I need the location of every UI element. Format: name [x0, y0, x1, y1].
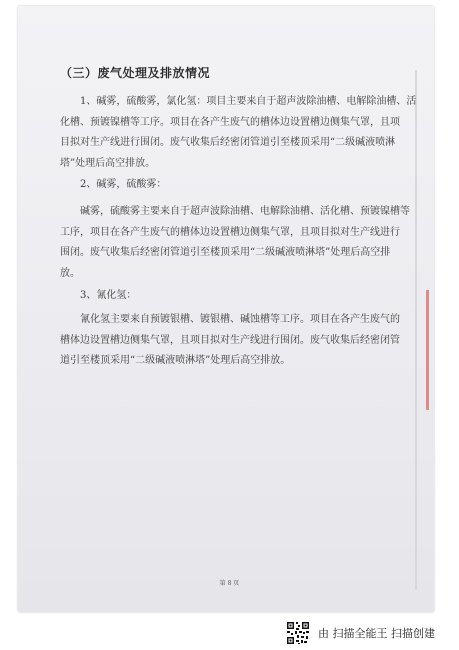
page-number: 第 8 页 — [219, 580, 240, 587]
paragraph-line: 槽体边设置槽边侧集气罩，且项目拟对生产线进行围闭。废气收集后经密闭管 — [60, 334, 400, 346]
paragraph-line: 碱雾，硫酸雾主要来自于超声波除油槽、电解除油槽、活化槽、预镀镍槽等 — [80, 206, 410, 217]
paragraph-line: 氰化氢主要来自预镀银槽、镀银槽、碱蚀槽等工序。项目在各产生废气的 — [80, 314, 400, 325]
qr-code-icon — [286, 621, 310, 645]
section-2-title: 2、碱雾，硫酸雾： — [80, 179, 167, 190]
paragraph-line: 道引至楼顶采用“二级碱液喷淋塔”处理后高空排放。 — [60, 355, 291, 366]
section-3-paragraph — [60, 310, 410, 372]
paragraph-line: 1、碱雾，硫酸雾，氯化氢：项目主要来自于超声波除油槽、电解除油槽、活 — [80, 96, 417, 107]
section-3-title: 3、氰化氢： — [80, 290, 137, 301]
paragraph-line: 工序，项目在各产生废气的槽体边设置槽边侧集气罩，且项目拟对生产线进行 — [60, 226, 400, 238]
paragraph-line: 目拟对生产线进行围闭。废气收集后经密闭管道引至楼顶采用“二级碱液喷淋 — [60, 137, 396, 148]
red-stamp-edge — [426, 290, 429, 410]
paragraph-line: 放。 — [60, 267, 80, 279]
section-2-paragraph — [60, 202, 410, 284]
section-heading: （三）废气处理及排放情况 — [60, 66, 211, 80]
paragraph-line: 塔”处理后高空排放。 — [60, 157, 156, 169]
scanner-watermark-text: 由 扫描全能王 扫描创建 — [318, 627, 435, 640]
paragraph-line: 化槽、预镀镍槽等工序。项目在各产生废气的槽体边设置槽边侧集气罩，且项 — [60, 116, 400, 128]
section-1-paragraph — [60, 92, 417, 174]
page-edge-shadow — [415, 70, 417, 590]
scanner-watermark — [286, 620, 435, 646]
paragraph-line: 围闭。废气收集后经密闭管道引至楼顶采用“二级碱液喷淋塔”处理后高空排 — [60, 247, 391, 258]
